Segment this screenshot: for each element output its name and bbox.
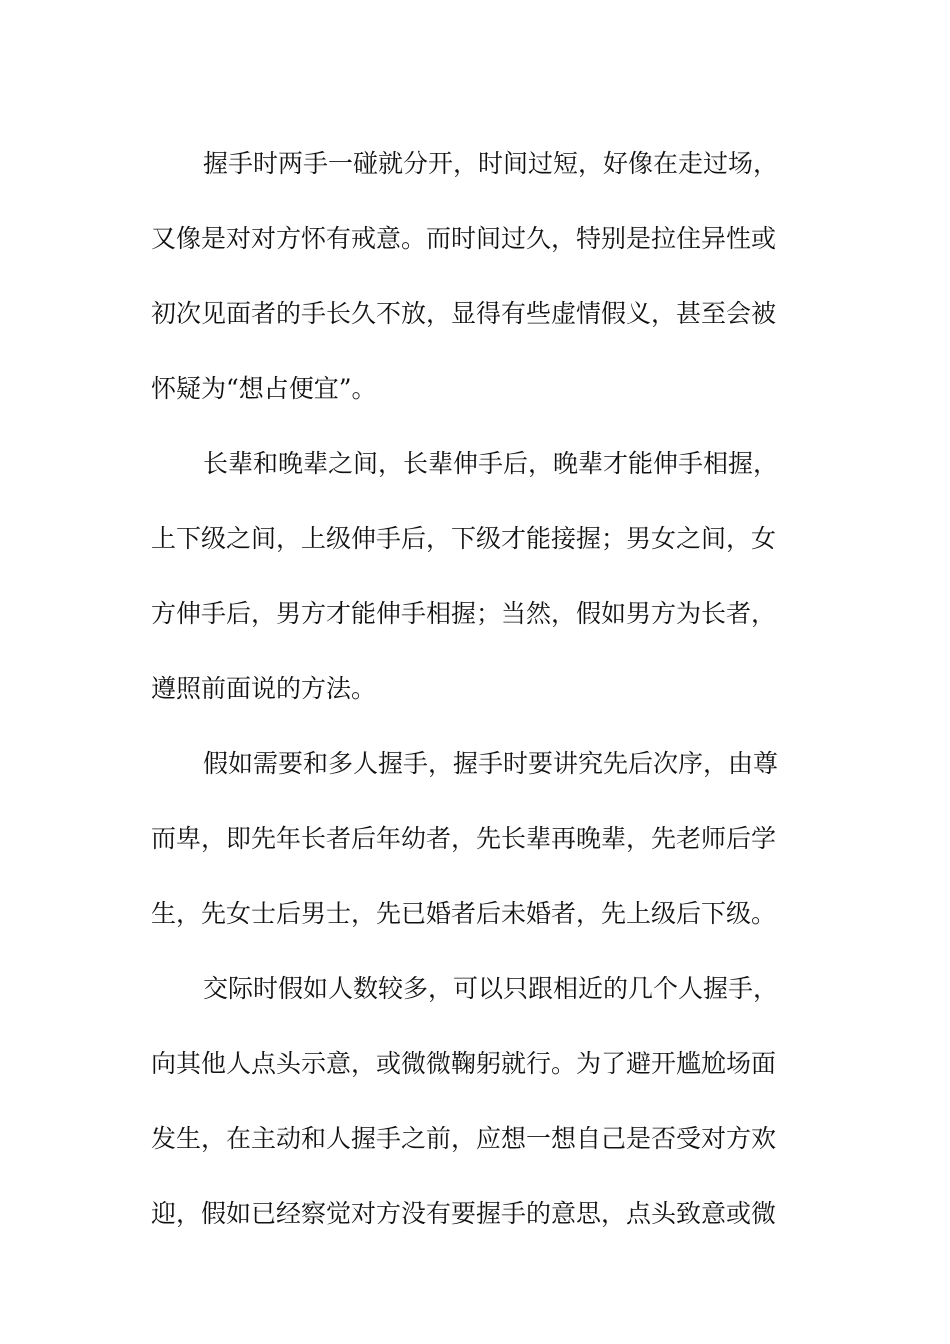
paragraph-2-line-1: 长辈和晚辈之间，长辈伸手后，晚辈才能伸手相握， [203,449,779,478]
paragraph-4-line-4: 迎，假如已经察觉对方没有要握手的意思，点头致意或微 [151,1199,777,1228]
paragraph-3-line-3: 生，先女士后男士，先已婚者后未婚者，先上级后下级。 [151,899,777,928]
paragraph-1-line-1: 握手时两手一碰就分开，时间过短，好像在走过场， [203,149,779,178]
paragraph-3-line-2: 而卑，即先年长者后年幼者，先长辈再晚辈，先老师后学 [151,824,777,853]
paragraph-4-line-2: 向其他人点头示意，或微微鞠躬就行。为了避开尴尬场面 [151,1049,777,1078]
paragraph-2-line-3: 方伸手后，男方才能伸手相握；当然，假如男方为长者， [151,599,777,628]
paragraph-4-line-3: 发生，在主动和人握手之前，应想一想自己是否受对方欢 [151,1124,777,1153]
paragraph-4-line-1: 交际时假如人数较多，可以只跟相近的几个人握手， [203,974,779,1003]
document-body [151,126,791,1251]
paragraph-1-line-4: 怀疑为“想占便宜”。 [151,374,377,403]
paragraph-3-line-1: 假如需要和多人握手，握手时要讲究先后次序，由尊 [203,749,779,778]
paragraph-2-line-2: 上下级之间，上级伸手后，下级才能接握；男女之间，女 [151,524,777,553]
paragraph-1-line-2: 又像是对对方怀有戒意。而时间过久，特别是拉住异性或 [151,224,777,253]
paragraph-1-line-3: 初次见面者的手长久不放，显得有些虚情假义，甚至会被 [151,299,777,328]
paragraph-2-line-4: 遵照前面说的方法。 [151,674,377,703]
